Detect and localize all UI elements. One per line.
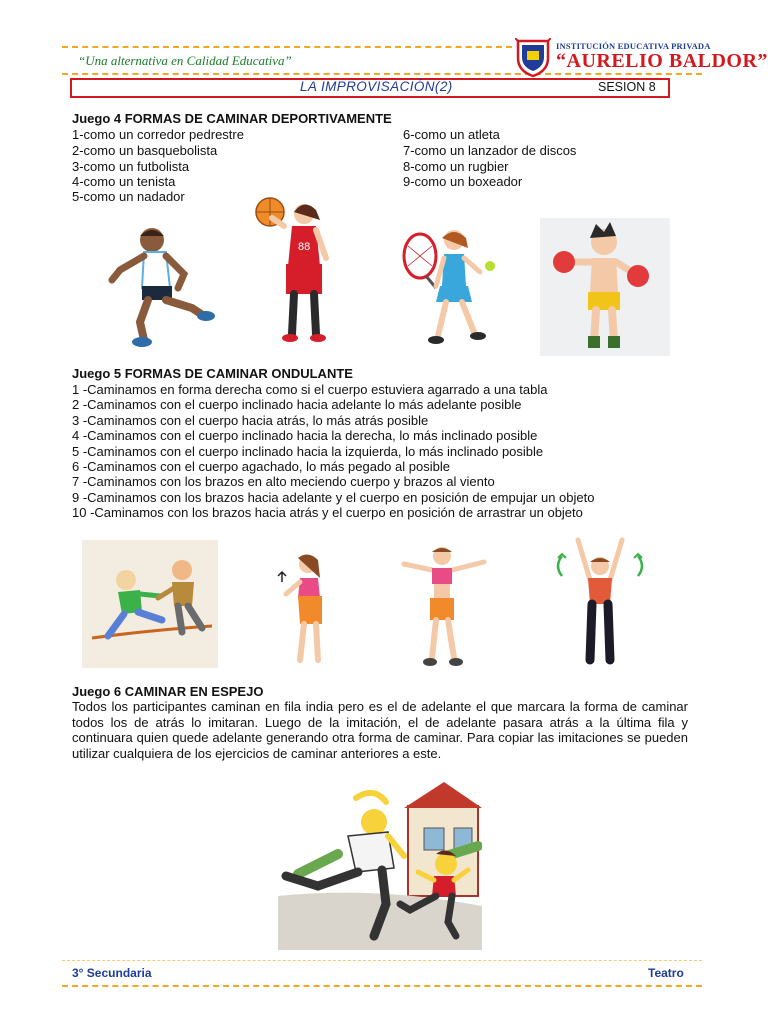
juego5-item: 2 -Caminamos con el cuerpo inclinado hacia adelante lo más adelante posible — [72, 397, 522, 412]
juego5-item: 9 -Caminamos con los brazos hacia adelante y el cuerpo en posición de empujar un objeto — [72, 490, 595, 505]
footer-top-dashed-line — [62, 960, 702, 961]
pushing-walkers-illustration — [82, 540, 218, 668]
juego4-item: 9-como un boxeador — [403, 174, 523, 189]
basketball-player-illustration — [240, 196, 358, 348]
juego4-item: 4-como un tenista — [72, 174, 176, 189]
footer-dashed-line — [62, 985, 702, 987]
header-bottom-dashed-line — [62, 73, 702, 75]
institution-type: INSTITUCIÓN EDUCATIVA PRIVADA — [556, 41, 711, 51]
juego5-item: 3 -Caminamos con el cuerpo hacia atrás, lo más atrás posible — [72, 413, 429, 428]
juego4-item: 8-como un rugbier — [403, 159, 509, 174]
juego4-item: 3-como un futbolista — [72, 159, 190, 174]
juego5-heading: Juego 5 FORMAS DE CAMINAR ONDULANTE — [72, 366, 353, 381]
mirror-walk-illustration — [278, 776, 482, 950]
juego4-item: 7-como un lanzador de discos — [403, 143, 577, 158]
institution-name: “AURELIO BALDOR” — [556, 50, 768, 72]
juego4-heading: Juego 4 FORMAS DE CAMINAR DEPORTIVAMENTE — [72, 111, 392, 126]
session-label: SESION 8 — [598, 80, 656, 94]
juego5-item: 4 -Caminamos con el cuerpo inclinado hacia la derecha, lo más inclinado posible — [72, 428, 538, 443]
tennis-player-illustration — [396, 226, 500, 350]
boxer-illustration — [540, 218, 670, 356]
woman-arms-back-illustration — [268, 550, 332, 668]
footer-subject: Teatro — [648, 966, 684, 980]
juego4-item: 6-como un atleta — [403, 127, 500, 142]
svg-text:88: 88 — [298, 241, 311, 253]
school-crest-icon — [515, 38, 551, 78]
juego6-heading: Juego 6 CAMINAR EN ESPEJO — [72, 684, 264, 699]
woman-arms-open-illustration — [396, 544, 492, 668]
juego5-item: 1 -Caminamos en forma derecha como si el cuerpo estuviera agarrado a una tabla — [72, 382, 548, 397]
woman-arms-up-illustration — [548, 536, 652, 666]
header-top-dashed-line — [62, 46, 512, 48]
juego5-item: 10 -Caminamos con los brazos hacia atrás y el cuerpo en posición de arrastrar un objeto — [72, 505, 583, 520]
page-title: LA IMPROVISACIÓN(2) — [300, 79, 453, 94]
juego4-item: 5-como un nadador — [72, 189, 185, 204]
juego5-item: 5 -Caminamos con el cuerpo inclinado hacia la izquierda, lo más inclinado posible — [72, 444, 544, 459]
juego4-item: 1-como un corredor pedrestre — [72, 127, 244, 142]
juego5-item: 6 -Caminamos con el cuerpo agachado, lo más pegado al posible — [72, 459, 450, 474]
footer-grade: 3° Secundaria — [72, 966, 152, 980]
juego4-item: 2-como un basquebolista — [72, 143, 218, 158]
school-slogan: “Una alternativa en Calidad Educativa” — [78, 53, 292, 68]
juego6-paragraph: Todos los participantes caminan en fila india pero es el de adelante el que marcara la forma de caminar todos los de atrás lo imitaran. Luego de la imitación, el de adelante pasara atrás a la última fila y continuara quien quede adelante generando otra forma de caminar. Para copiar las imitaciones se pueden utilizar cualquiera de los ejercicios de caminar anteriores a este. — [72, 699, 688, 761]
runner-illustration — [100, 222, 218, 350]
juego5-item: 7 -Caminamos con los brazos en alto meciendo cuerpo y brazos al viento — [72, 474, 495, 489]
